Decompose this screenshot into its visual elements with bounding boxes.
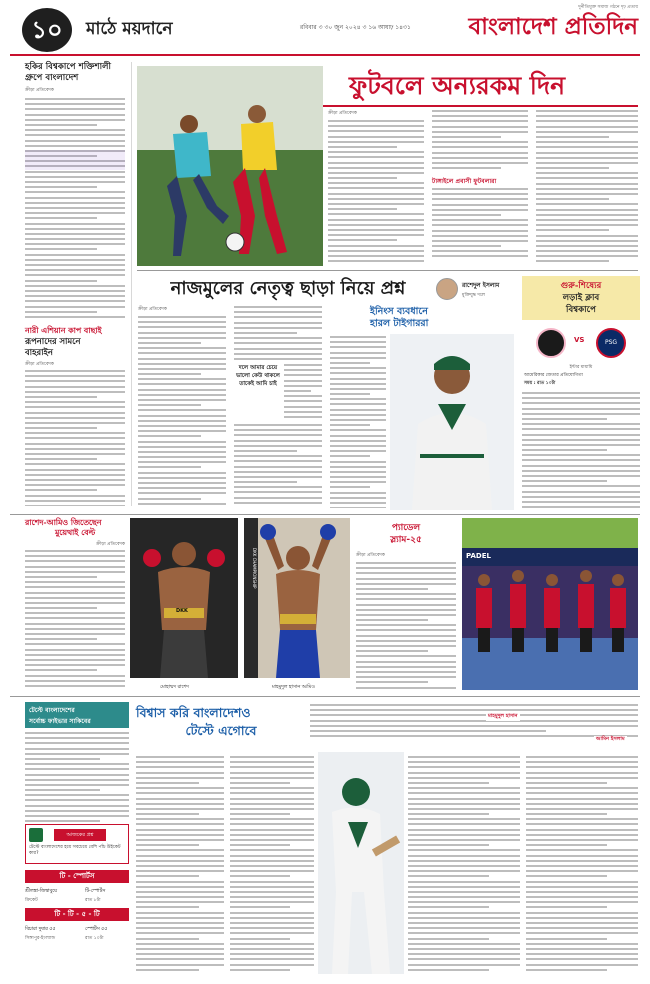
najmul-story (138, 306, 518, 510)
club-wc-body (522, 392, 640, 510)
amio-banner-label: DKK CHAMPIONSHIP (252, 548, 257, 589)
test-record-heading-2: সর্বোচ্চ ফাইভার সাকিবের (29, 718, 91, 725)
masthead-rule (10, 54, 640, 56)
intro-author-name: আমিন ইসলাম (596, 736, 625, 742)
test-main-headline-2: টেস্টে এগোবে (185, 723, 257, 738)
najmul-byline: ক্রীড়া প্রতিবেদক (138, 307, 167, 312)
question-icon (29, 828, 43, 842)
club-wc-headline-3: বিশ্বকাপে (566, 305, 596, 315)
boxer-amio-photo (244, 518, 350, 678)
tv-row2-left: বিচারা দুষার ৫৫ (25, 927, 56, 932)
tv-row2-right-sub: রাত ১০টা (85, 936, 104, 941)
page-number: ১০ (22, 8, 72, 52)
brand-logo (458, 4, 638, 48)
najmul-body-col2c (234, 424, 322, 508)
question-text: টেস্টে বাংলাদেশের হয়ে সবচেয়ে বেশি পাঁচ উইকেট কার? (29, 845, 121, 856)
club-wc-time: সময় : রাত ১০টা (524, 381, 556, 386)
padel-headline-2: স্ল্যাম-২৫ (390, 535, 422, 545)
club-wc-header (522, 276, 640, 320)
test-main-body-col4 (526, 756, 638, 974)
najmul-body-col3 (330, 336, 386, 508)
women-headline-3: বাহরাইন (25, 347, 53, 357)
football-body-col1 (328, 120, 424, 264)
boxing-story (25, 518, 125, 688)
football-bottom-rule (137, 270, 638, 271)
test-main-intro (310, 704, 638, 744)
author-avatar (436, 278, 458, 300)
najmul-author (436, 278, 518, 304)
tv-row2-right: স্পোর্টস ৫৫ (85, 927, 108, 932)
inter-miami-logo (536, 328, 566, 358)
women-headline-2: রূপনাদের সামনে (25, 336, 81, 346)
women-body (25, 370, 125, 506)
tv-row2-left-sub: সিঙ্গাপুর-ইংল্যান্ড (25, 936, 56, 941)
football-photo (137, 66, 323, 266)
bottom-section-rule (10, 696, 640, 697)
boxing-headline-2: মুয়েথাই বেল্ট (54, 528, 96, 537)
test-record-heading-1: টেস্টে বাংলাদেশের (29, 707, 75, 714)
najmul-body-col1 (138, 316, 226, 508)
test-record-body (25, 732, 129, 822)
club-wc-match-label: আমেরিকার জেতার প্রতিযোগিতা (524, 373, 583, 378)
pullquote-line-1: ইনিংস ব্যবধানে (370, 306, 428, 317)
author-role: মুক্তিযুদ্ধ দলে (462, 293, 486, 298)
padel-byline: ক্রীড়া প্রতিবেদক (356, 553, 385, 558)
women-story (25, 326, 125, 506)
tv-row1-right: টি-স্পোর্টস (85, 889, 106, 894)
women-headline-1: নারী এশিয়ান কাপ বাছাই (25, 326, 102, 335)
left-column-divider (131, 62, 132, 506)
pullquote-line-2: হারল টাইগাররা (370, 318, 429, 329)
football-subhead: টাঙ্গাইলে প্রবাসী ফুটবলারা (432, 178, 497, 185)
padel-board-label: PADEL (466, 552, 491, 560)
tv-label-2: টি - টি - ৫ - টি (25, 908, 129, 921)
question-box (25, 824, 129, 864)
hockey-byline: ক্রীড়া প্রতিবেদক (25, 88, 54, 93)
test-main-body-col2 (230, 756, 314, 974)
question-label: আজকের প্রশ্ন (54, 829, 106, 841)
caption-amio: মাহমুদুল হাসান আমিও (272, 685, 315, 690)
test-main-headline-1: বিশ্বাস করি বাংলাদেশও (136, 705, 251, 720)
football-story (328, 108, 638, 264)
test-record-header (25, 702, 129, 728)
najmul-body-col2b (284, 364, 322, 420)
hockey-headline-1: হকির বিশ্বকাপে শক্তিশালী (25, 62, 111, 72)
hockey-story (25, 62, 125, 320)
psg-logo: PSG (596, 328, 626, 358)
test-main-body-col1 (136, 756, 224, 974)
section-title: মাঠে ময়দানে (86, 19, 173, 39)
mahmudul-photo (318, 752, 404, 974)
club-wc-box (522, 276, 640, 510)
padel-story (356, 518, 456, 690)
dateline: রবিবার ৩ ৩০ জুন ২০২৪ ৩ ১৬ আষাঢ় ১৪৩১ (300, 24, 411, 31)
intro-highlight-name: মাহমুদুল হাসান (488, 713, 518, 719)
tv-row1-left-sub: ক্রিকেট (25, 898, 38, 903)
test-main-headline-box (136, 704, 306, 750)
football-byline: ক্রীড়া প্রতিবেদক (328, 111, 357, 116)
rashed-belt-label: DKK (176, 608, 188, 614)
padel-photo (462, 518, 638, 690)
club-wc-team1: ইন্টার মায়ামি (569, 365, 593, 370)
hockey-headline-2: গ্রুপে বাংলাদেশ (25, 73, 79, 83)
najmul-body-col2a (234, 306, 322, 362)
najmul-photo (390, 334, 514, 510)
tv-row1-right-sub: রাত ৮টা (85, 898, 101, 903)
boxing-body (25, 550, 125, 688)
najmul-pullquote (330, 306, 516, 510)
vs-icon: VS (574, 336, 585, 344)
brand-name: বাংলাদেশ প্রতিদিন (468, 13, 638, 40)
najmul-headline: নাজমুলের নেতৃত্ব ছাড়া নিয়ে প্রশ্ন (170, 278, 406, 299)
masthead (0, 0, 650, 60)
mid-rule (10, 514, 640, 515)
football-headline: ফুটবলে অন্যরকম দিন (348, 71, 566, 100)
test-main-body-col3 (408, 756, 520, 974)
club-wc-headline-2: লড়াই ক্লাব (562, 293, 600, 303)
hockey-body (25, 98, 125, 320)
padel-headline-1: প্যাডেল (391, 523, 421, 533)
test-record-box (25, 702, 129, 972)
tv-label-1: টি - স্পোর্টস (25, 870, 129, 883)
football-body-col2b (432, 188, 528, 264)
club-wc-logos (522, 326, 640, 362)
hockey-highlight (25, 150, 125, 170)
najmul-side-quote: দলে আমার চেয়ে ভালো কেউ থাকলে তাকেই আমি চাই (236, 365, 280, 387)
padel-body (356, 562, 456, 690)
club-wc-headline-1: গুরু-শিষ্যের (560, 281, 602, 291)
women-byline: ক্রীড়া প্রতিবেদক (25, 362, 54, 367)
boxing-headline-1: রাশেদ-আমিও জিতেছেন (25, 518, 102, 527)
brand-tag: দুর্নীতিমুক্ত সমাজ গঠনে দৃঢ় প্রত্যয় (578, 5, 638, 10)
boxer-rashed-photo (130, 518, 238, 678)
football-body-col2 (432, 110, 528, 174)
boxing-byline: ক্রীড়া প্রতিবেদক (96, 542, 125, 547)
football-body-col3 (536, 110, 638, 264)
tv-row1-left: শ্রীলঙ্কা-জিম্বাবুয়ে (25, 889, 57, 894)
caption-rashed: মোহাম্মদ রাশেদ (160, 685, 189, 690)
author-name: রাশেদুল ইসলাম (462, 282, 500, 289)
